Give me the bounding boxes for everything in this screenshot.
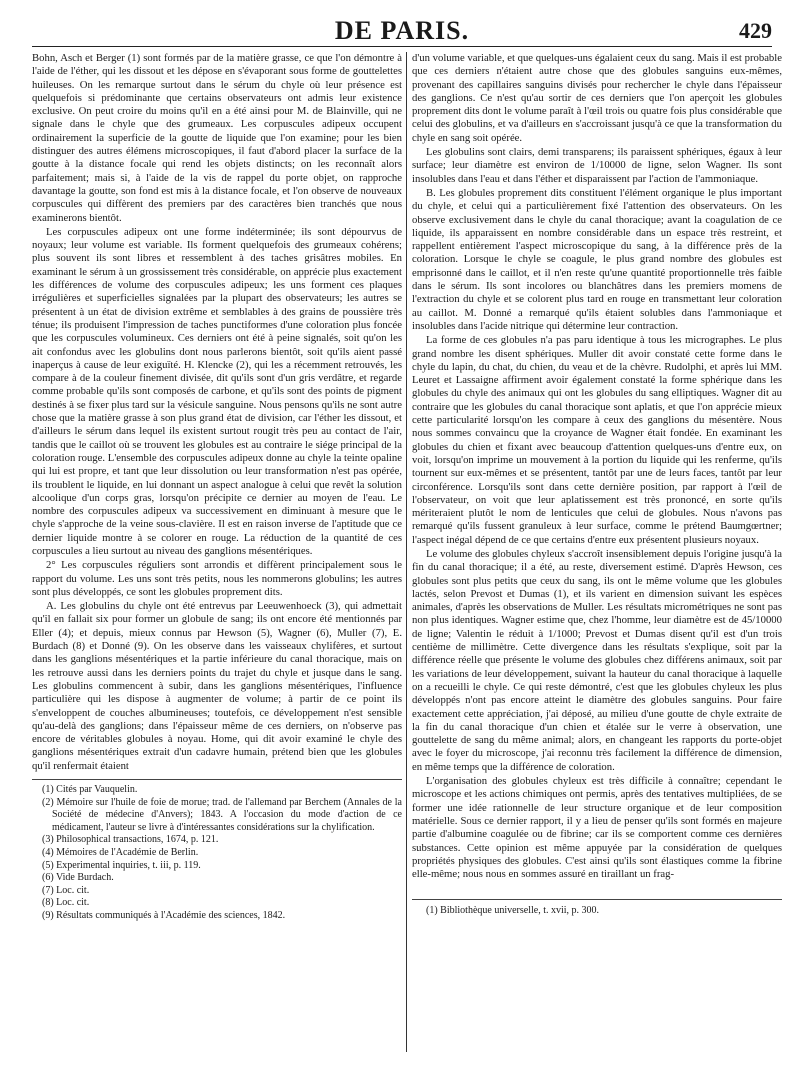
footnote: (2) Mémoire sur l'huile de foie de morue; trad. de l'allemand par Berchem (Annales de la Société de médecine d'Anvers); 1843. A l'occasion du mode d'action de ce médicament, l'auteur se livre à d'intéressantes considérations sur la chylification.	[42, 796, 402, 833]
footnote: (5) Experimental inquiries, t. iii, p. 119.	[42, 859, 201, 871]
footnotes	[32, 779, 402, 923]
footnote: (6) Vide Burdach.	[42, 872, 114, 884]
paragraph: d'un volume variable, et que quelques-uns égalaient ceux du sang. Mais il est probable que ces derniers n'étaient autre chose que des globules sanguins eux-mêmes, provenant des capillaires sanguins divisés pour rechercher le chyle dans l'épaisseur des ganglions. Ce n'est qu'au sortir de ces derniers que l'on aperçoit les globules proprement dits dont le volume paraît à l'œil trois ou quatre fois plus considérable que celui des globulins, et va d'ailleurs en s'accroissant jusqu'à ce que la transformation du chyle en sang soit opérée.	[412, 52, 782, 144]
footnote: (4) Mémoires de l'Académie de Berlin.	[42, 847, 199, 858]
footnote: (8) Loc. cit.	[42, 897, 90, 909]
paragraph: Bohn, Asch et Berger (1) sont formés par de la matière grasse, ce que l'on démontre à l'aide de l'éther, qui les dissout et les dépose en s'évaporant sous forme de gouttelettes huileuses. On les remarque surtout dans le sérum du chyle où leur présence est quelquefois si prédominante que certains observateurs ont admis leur existence exclusive. On peut croire du moins qu'il en a été ainsi pour M. de Blainville, qui ne signale dans le chyle que des grumeaux. Les corpuscules adipeux occupent ordinairement la superficie de la goutte de liquide que l'on examine; pour les bien distinguer des autres élémens microscopiques, il faut d'abord placer la surface de la goutte à la distance focale qui rend les objets distincts; on les reconnaît alors parfaitement; mais si, à l'aide de la vis de rappel du porte objet, on rapproche davantage la goutte, son fond est mis à la distance focale, et l'on observe de nouveaux corpuscules qui diffèrent des premiers par des caractères bien tranchés que nous examinerons bientôt.	[32, 52, 402, 224]
running-header	[32, 14, 772, 50]
page-number: 429	[739, 18, 772, 43]
running-title: DE PARIS.	[334, 16, 470, 45]
header-rule	[32, 46, 772, 47]
left-column	[32, 52, 402, 923]
footnote: (1) Bibliothèque universelle, t. xvii, p. 300.	[412, 899, 782, 917]
paragraph: L'organisation des globules chyleux est très difficile à connaître; cependant le microscope et les actions chimiques ont permis, après des tentatives multipliées, de se former une idée rationnelle de leur structure organique et de leur composition matérielle. Sous ce dernier rapport, il y a lieu de penser qu'ils sont formés en majeure partie d'albumine coagulée ou de fibrine; car ils se comportent comme ces dernières substances. Cette opinion est même appuyée par la considération de quelques propriétés physiques des globules. C'est ainsi qu'ils sont élastiques comme la fibrine elle-même; nous nous en sommes assuré en tiraillant un frag-	[412, 775, 782, 881]
right-column	[412, 52, 782, 918]
column-divider	[406, 52, 407, 1052]
footnote: (7) Loc. cit.	[42, 884, 90, 896]
paragraph: Les globulins sont clairs, demi transparens; ils paraissent sphériques, égaux à leur surface; leur diamètre est environ de 1/10000 de ligne, selon Wagner. Ils sont insolubles dans l'eau et dans l'éther et disparaissent par l'action de l'ammoniaque.	[412, 146, 782, 185]
paragraph: Les corpuscules adipeux ont une forme indéterminée; ils sont dépourvus de noyaux; leur volume est variable. Ils forment quelquefois des grumeaux cohérens; plus souvent ils sont libres et ressemblent à des taches grisâtres mobiles. En examinant le sérum à un grossissement très considérable, on apprécie plus exactement les différences de volume des corpuscules adipeux; les uns forment ces plaques irrégulières et superficielles signalées par la plupart des observateurs; les autres se présentent à un état de division extrême et semblables à des grains de poussière très ténue; ils produisent l'impression de taches punctiformes d'une coloration plus foncée que les corpuscules volumineux. Ces derniers ont été à peine signalés, soit qu'on les ait confondus avec les globulins dont nous parlerons bientôt, soit qu'ils aient passé inaperçus à cause de leur exiguïté. H. Klencke (2), qui les a récemment retrouvés, les compare à de la couleur finement divisée, dit qu'ils sont d'un gris verdâtre, et regarde comme probable qu'ils sont composés de carbone, et qu'ils sont des points de pigment destinés à se fixer plus tard sur la vésicule sanguine. Nous pensons qu'ils ne sont autre chose que la matière grasse à son plus grand état de division, car l'éther les dissout, et d'ailleurs le sérum dans lequel ils existent surtout rougit très peu au contact de l'air, tandis que le caillot où se trouvent les globules est au contraire le siége principal de la coloration rouge. L'ensemble des corpuscules adipeux donne au chyle la teinte opaline qui lui est propre, et tant que leur dissolution ou leur transformation n'est pas opérée, ils troublent le liquide, en lui donnant un aspect analogue à celui que revêt la solution alcoolique d'un corps gras, lorsqu'on précipite ce dernier au moyen de l'eau. Le nombre des corpuscules adipeux va successivement en diminuant à mesure que le chyle s'approche de la veine sous-clavière. Il est en raison inverse de l'aptitude que ce dernier liquide montre à se colorer en rouge. La réduction de la quantité de ces corpuscules a lieu surtout au niveau des ganglions mésentériques.	[32, 225, 402, 557]
paragraph: La forme de ces globules n'a pas paru identique à tous les micrographes. Le plus grand nombre les disent sphériques. Muller dit avoir constaté cette forme dans le chyle du lapin, du chat, du chien, du veau et de la chèvre. Rudolphi, et après lui MM. Leuret et Lassaigne affirment avoir également constaté la forme sphérique dans les globules du chyle des animaux qui ont les globules du sang elliptiques. Wagner dit au contraire que les globules du canal thoracique sont aplatis, et que l'on apprécie mieux cette particularité lorsqu'on les compare à ceux des ganglions du mésentère. Nous nous sommes convaincu que la croyance de Wagner était fondée. En examinant les globules du chien et fixant avec beaucoup d'attention quelques-uns d'entre eux, on voit, lorsqu'on imprime un mouvement à la portion du liquide qui les renferme, qu'ils tournent sur eux-mêmes et se présentent, tantôt par une de leurs faces, tantôt par leur circonférence. Lorsqu'ils sont dans cette dernière position, par rapport à l'œil de l'observateur, on voit que leur aplatissement est très prononcé, en sorte qu'ils mériteraient plutôt le nom de lenticules que celui de globules. Nous n'avons pas remarqué qu'ils fussent granuleux à leur surface, comme le prétend Baumgœrtner; l'aspect inégal dépend de ce que certains d'entre eux présentent plusieurs noyaux.	[412, 334, 782, 546]
footnote: (1) Cités par Vauquelin.	[42, 784, 138, 796]
footnote: (3) Philosophical transactions, 1674, p. 121.	[42, 834, 219, 846]
paragraph: Le volume des globules chyleux s'accroît insensiblement depuis l'origine jusqu'à la fin du canal thoracique; il a été, au reste, diversement estimé. D'après Hewson, ces globules sont plus petits que ceux du sang, ils ont le même volume que les globules lactés, selon Prevost et Dumas (1), et ils varient en dimension suivant les espèces animales, d'après les observations de Muller. Les résultats micrométriques ne sont pas non plus identiques. Wagner estime que, chez l'homme, leur diamètre est de 45/10000 de ligne; Valentin le réduit à 1/1000; Prevost et Dumas disent qu'il est d'un trois centième de millimètre. Cette divergence dans les résultats s'explique, soit par la différence réelle que présente le volume des globules chez différens animaux, soit par les variations de leur développement, suivant la hauteur du canal thoracique à laquelle on a recueilli le chyle. Ce qui reste démontré, c'est que les globules chyleux les plus développés n'ont pas encore atteint le diamètre des globules sanguins. Pour faire exactement cette appréciation, j'ai déposé, au milieu d'une goutte de chyle extraite de la fin du canal thoracique d'un chien et étalée sur le verre à observation, une gouttelette de sang du même animal; alors, en changeant les rapports du porte-objet avec le foyer du microscope, j'ai reconnu très facilement la différence de dimension, en même temps que la différence de coloration.	[412, 547, 782, 773]
footnote: (9) Résultats communiqués à l'Académie des sciences, 1842.	[42, 909, 286, 921]
paragraph: A. Les globulins du chyle ont été entrevus par Leeuwenhoeck (3), qui admettait qu'il en fallait six pour former un globule de sang; ils ont encore été mentionnés par Eller (4); et depuis, mieux connus par Hewson (5), Wagner (6), Muller (7), E. Burdach (8) et Donné (9). On les observe dans les vaisseaux chylifères, et surtout dans les ganglions mésentériques et la partie inférieure du canal thoracique, mais on les retrouve aussi dans les derniers points du trajet du chyle et jusque dans le sang. Les globulins commencent à subir, dans les ganglions mésentériques, l'influence particulière qui les dispose à augmenter de volume; à partir de ce point ils s'enveloppent de couches albumineuses; toutefois, ce développement n'est sensible qu'au-delà des ganglions; dans l'épaisseur même de ces derniers, on n'observe pas encore de véritables globules à noyau. Home, qui dit avoir examiné le chyle des ganglions mésentériques extrait d'un cadavre humain, prétend bien que les globules qu'il renfermait étaient	[32, 600, 402, 772]
paragraph: B. Les globules proprement dits constituent l'élément organique le plus important du chyle, et celui qui a particulièrement fixé l'attention des observateurs. On les observe exclusivement dans le chyle du canal thoracique; avant la coagulation de ce liquide, ils apparaissent en nombre considérable dans un espace très restreint, et rappellent entièrement l'aspect microscopique du sang, à la différence près de la coloration. Lorsque le chyle se coagule, le plus grand nombre des globules est emprisonné dans le caillot, et il n'en reste qu'une quantité proportionnelle très faible dans le sérum. Ils sont incolores ou blanchâtres dans les premiers momens de l'extraction du chyle et se colorent plus tard en rouge en transmettant leur coloration au caillot. M. Donné a remarqué qu'ils étaient solubles dans l'ammoniaque et insolubles dans l'acide nitrique qui détermine leur contraction.	[412, 186, 782, 332]
paragraph: 2° Les corpuscules réguliers sont arrondis et diffèrent principalement sous le rapport du volume. Les uns sont très petits, nous les nommerons globulins; les autres sont plus développés, ce sont les globules proprement dits.	[32, 559, 402, 598]
